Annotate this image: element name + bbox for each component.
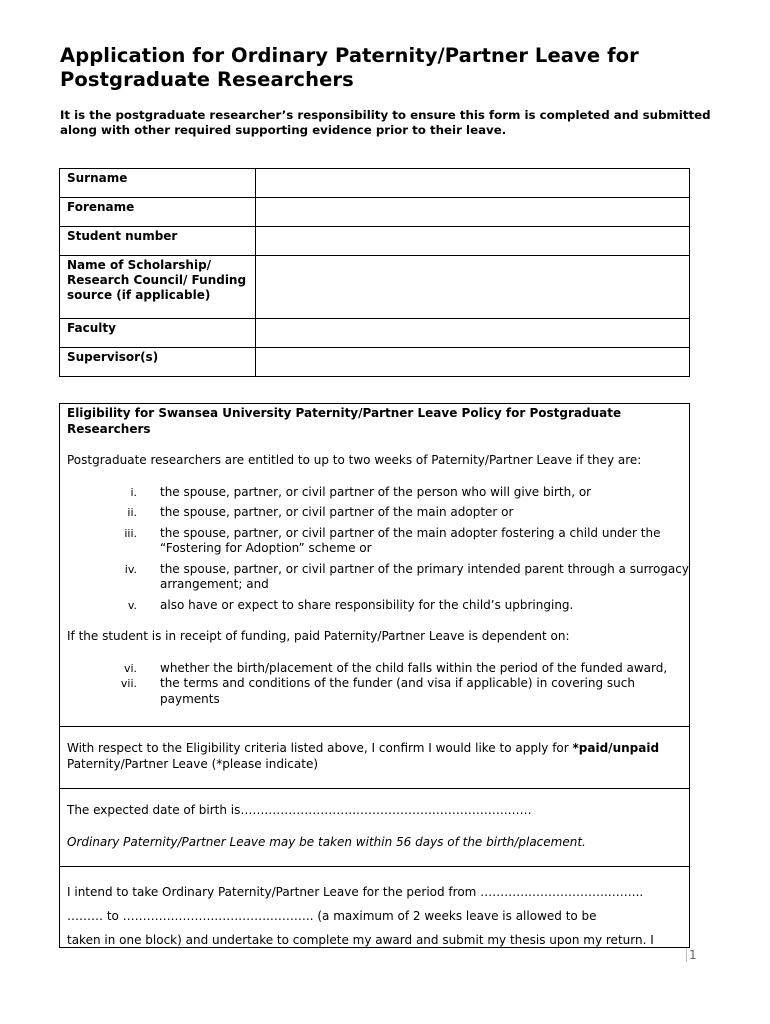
expected-birth-section	[59, 788, 690, 866]
table-row	[60, 348, 690, 377]
funding-source-label: Name of Scholarship/ Research Council/ Funding source (if applicable)	[60, 256, 256, 319]
leave-period-line-2[interactable]: ……… to ………….……….…….…….……….. (a maximum of 2 weeks leave is allowed to be	[67, 909, 597, 923]
table-row	[60, 227, 690, 256]
surname-label: Surname	[60, 169, 256, 198]
table-row	[60, 198, 690, 227]
student-info-table	[59, 168, 690, 377]
list-text: the spouse, partner, or civil partner of the main adopter fostering a child under the “Fostering for Adoption” scheme or	[160, 525, 661, 555]
table-row	[60, 256, 690, 319]
forename-label: Forename	[60, 198, 256, 227]
leave-period-line-1[interactable]: I intend to take Ordinary Paternity/Partner Leave for the period from ………….……………….……...	[67, 885, 644, 899]
list-number: vii.	[120, 677, 137, 690]
leave-period-section	[59, 866, 690, 948]
intro-text: It is the postgraduate researcher’s responsibility to ensure this form is completed and submitted along with other required supporting evidence prior to their leave.	[60, 108, 711, 137]
list-text: the spouse, partner, or civil partner of the person who will give birth, or	[160, 484, 592, 499]
confirmation-text-start: With respect to the Eligibility criteria listed above, I confirm I would like to apply for	[67, 741, 573, 755]
list-text: the spouse, partner, or civil partner of the primary intended parent through a surrogacy arrangement; and	[160, 561, 689, 591]
funding-criteria-list	[60, 661, 689, 708]
list-item	[60, 485, 689, 501]
list-number: ii.	[127, 506, 137, 519]
table-row	[60, 319, 690, 348]
list-number: i.	[130, 485, 137, 499]
list-item	[60, 661, 689, 677]
eligibility-heading: Eligibility for Swansea University Paternity/Partner Leave Policy for Postgraduate Researchers	[67, 406, 622, 436]
list-number: vi.	[123, 661, 137, 675]
list-text: whether the birth/placement of the child falls within the period of the funded award,	[160, 660, 668, 675]
list-text: also have or expect to share responsibility for the child’s upbringing.	[160, 597, 574, 612]
confirmation-text-end: Paternity/Partner Leave (*please indicate)	[67, 756, 319, 771]
list-number: iii.	[124, 526, 137, 540]
list-item	[60, 526, 689, 557]
list-text: the terms and conditions of the funder (and visa if applicable) in covering such payments	[160, 676, 635, 706]
confirmation-text	[60, 741, 689, 772]
supervisors-field[interactable]	[256, 348, 690, 377]
list-text: the spouse, partner, or civil partner of the main adopter or	[160, 505, 514, 519]
expected-birth-note: Ordinary Paternity/Partner Leave may be taken within 56 days of the birth/placement.	[67, 834, 586, 849]
page-title: Application for Ordinary Paternity/Partner Leave for Postgraduate Researchers	[60, 44, 639, 91]
list-item	[60, 676, 689, 707]
funding-lead: If the student is in receipt of funding, paid Paternity/Partner Leave is dependent on:	[67, 629, 570, 643]
surname-field[interactable]	[256, 169, 690, 198]
eligibility-section	[59, 403, 690, 726]
eligibility-lead: Postgraduate researchers are entitled to up to two weeks of Paternity/Partner Leave if they are:	[67, 453, 642, 467]
student-number-field[interactable]	[256, 227, 690, 256]
page-number: 1	[686, 948, 697, 962]
list-item	[60, 598, 689, 614]
forename-field[interactable]	[256, 198, 690, 227]
list-number: iv.	[124, 562, 137, 576]
supervisors-label: Supervisor(s)	[60, 348, 256, 377]
list-item	[60, 562, 689, 593]
paid-unpaid-choice[interactable]: *paid/unpaid	[572, 741, 660, 755]
expected-birth-line[interactable]: The expected date of birth is…….………………….……………….……………….……	[67, 803, 532, 817]
criteria-list	[60, 485, 689, 614]
table-row	[60, 169, 690, 198]
faculty-label: Faculty	[60, 319, 256, 348]
leave-period-line-3: taken in one block) and undertake to complete my award and submit my thesis upon my return. I	[67, 933, 654, 947]
list-item	[60, 505, 689, 521]
funding-source-field[interactable]	[256, 256, 690, 319]
list-number: v.	[127, 598, 137, 612]
faculty-field[interactable]	[256, 319, 690, 348]
student-number-label: Student number	[60, 227, 256, 256]
confirmation-section	[59, 726, 690, 788]
